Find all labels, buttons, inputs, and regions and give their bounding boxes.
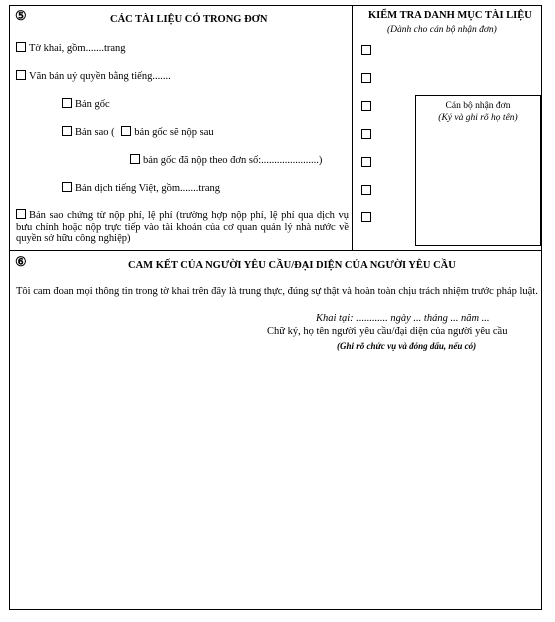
ban-sao-checkbox[interactable] bbox=[62, 126, 72, 136]
signature-note: (Ghi rõ chức vụ và đóng dấu, nếu có) bbox=[337, 341, 477, 351]
to-khai-checkbox[interactable] bbox=[16, 42, 26, 52]
section6-number: ⑥ bbox=[15, 254, 27, 269]
check-ban-dich-checkbox[interactable] bbox=[361, 185, 371, 195]
section6-title: CAM KẾT CỦA NGƯỜI YÊU CẦU/ĐẠI DIỆN CỦA NGƯỜI YÊU CẦU bbox=[128, 260, 456, 271]
section5-number: ⑤ bbox=[15, 8, 27, 23]
item-ban-sao-chung-tu: Bản sao chứng từ nộp phí, lệ phí (trường hợp nộp phí, lệ phí qua dịch vụ bưu chính hoặc nộp trực tiếp vào tài khoản của cơ quan quản lý nhà nước về quyền sở hữu công nghiệp) bbox=[16, 210, 349, 244]
signature-label: Chữ ký, họ tên người yêu cầu/đại diện của người yêu cầu bbox=[267, 326, 508, 337]
officer-sub: (Ký và ghi rõ họ tên) bbox=[438, 113, 518, 123]
check-chung-tu-checkbox[interactable] bbox=[361, 212, 371, 222]
item-ban-dich: Bản dịch tiếng Việt, gồm.......trang bbox=[62, 182, 220, 195]
item-van-ban-uy-quyen: Văn bản uỷ quyền bằng tiếng....... bbox=[16, 70, 171, 83]
check-to-khai-checkbox[interactable] bbox=[361, 45, 371, 55]
check-uy-quyen-checkbox[interactable] bbox=[361, 73, 371, 83]
chung-tu-checkbox[interactable] bbox=[16, 209, 26, 219]
uy-quyen-checkbox[interactable] bbox=[16, 70, 26, 80]
ban-goc-checkbox[interactable] bbox=[62, 98, 72, 108]
item-ban-sao: Bản sao ( bản gốc sẽ nộp sau bbox=[62, 126, 214, 139]
ban-dich-checkbox[interactable] bbox=[62, 182, 72, 192]
check-subtitle: (Dành cho cán bộ nhận đơn) bbox=[387, 25, 497, 35]
section-divider bbox=[9, 250, 542, 251]
item-ban-goc-da-nop: bản gốc đã nộp theo đơn số:......................) bbox=[130, 154, 322, 167]
section5-title: CÁC TÀI LIỆU CÓ TRONG ĐƠN bbox=[110, 14, 268, 25]
check-ban-goc-checkbox[interactable] bbox=[361, 101, 371, 111]
officer-label: Cán bộ nhận đơn bbox=[445, 101, 511, 111]
check-ban-sao-checkbox[interactable] bbox=[361, 129, 371, 139]
item-ban-goc: Bản gốc bbox=[62, 98, 110, 111]
column-divider bbox=[352, 5, 353, 251]
ban-goc-se-nop-checkbox[interactable] bbox=[121, 126, 131, 136]
commitment-text: Tôi cam đoan mọi thông tin trong tờ khai trên đây là trung thực, đúng sự thật và hoàn toàn chịu trách nhiệm trước pháp luật. bbox=[16, 286, 538, 297]
place-date: Khai tại: ............ ngày ... tháng ... năm ... bbox=[316, 313, 490, 324]
check-ban-goc-da-nop-checkbox[interactable] bbox=[361, 157, 371, 167]
check-title: KIỂM TRA DANH MỤC TÀI LIỆU bbox=[368, 10, 532, 21]
item-to-khai: Tờ khai, gồm.......trang bbox=[16, 42, 126, 55]
ban-goc-da-nop-checkbox[interactable] bbox=[130, 154, 140, 164]
